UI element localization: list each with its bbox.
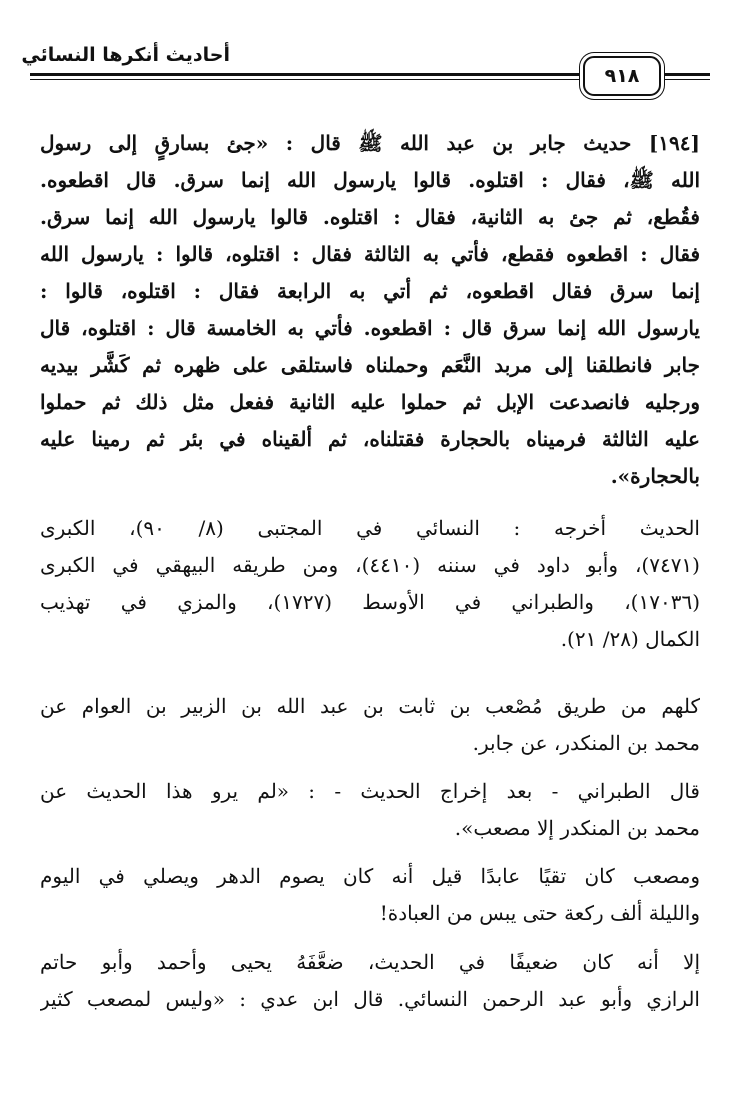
page-number: ٩١٨ <box>604 65 640 87</box>
hadith-line: الله ﷺ، فقال : اقتلوه. قالوا يارسول الله إنما سرق. قال اقطعوه. <box>40 168 700 192</box>
paragraph-line: (١٧٠٣٦)، والطبراني في الأوسط (١٧٢٧)، والمزي في تهذيب <box>40 590 700 614</box>
hadith-line: بالحجارة». <box>610 464 700 488</box>
hadith-line: [١٩٤] حديث جابر بن عبد الله ﷺ قال : «جئ بسارقٍ إلى رسول <box>40 131 700 155</box>
tabarani-paragraph <box>40 773 700 847</box>
takhrij-paragraph <box>40 510 700 658</box>
paragraph-line: والليلة ألف ركعة حتى يبس من العبادة! <box>379 901 700 925</box>
paragraph-line: الكمال (٢٨/ ٢١). <box>560 627 700 651</box>
hadith-text <box>40 125 700 495</box>
paragraph-line: الرازي وأبو عبد الرحمن النسائي. قال ابن عدي : «وليس لمصعب كثير <box>40 987 700 1011</box>
paragraph-line: الحديث أخرجه : النسائي في المجتبى (٨/ ٩٠)، الكبرى <box>40 516 700 540</box>
running-title: أحاديث أنكرها النسائي <box>21 44 230 66</box>
hadith-line: إنما سرق فقال اقطعوه، ثم أتي به الرابعة فقال : اقتلوه، قالوا : <box>40 279 700 303</box>
hadith-line: ورجليه فانصدعت الإبل ثم حملوا عليه الثانية ففعل مثل ذلك ثم حملوا <box>40 390 700 414</box>
musab-paragraph <box>40 858 700 932</box>
isnad-paragraph <box>40 688 700 762</box>
paragraph-line: (٧٤٧١)، وأبو داود في سننه (٤٤١٠)، ومن طريقه البيهقي في الكبرى <box>40 553 700 577</box>
paragraph-line: ومصعب كان تقيًا عابدًا قيل أنه كان يصوم الدهر ويصلي في اليوم <box>40 864 700 888</box>
paragraph-line: قال الطبراني - بعد إخراج الحديث - : «لم يرو هذا الحديث عن <box>40 779 700 803</box>
paragraph-line: محمد بن المنكدر، عن جابر. <box>472 731 700 755</box>
paragraph-line: إلا أنه كان ضعيفًا في الحديث، ضعَّفَهُ يحيى وأحمد وأبو حاتم <box>40 950 700 974</box>
hadith-line: يارسول الله إنما سرق قال : اقطعوه. فأتي به الخامسة قال : اقتلوه، قال <box>40 316 700 340</box>
hadith-line: فقال : اقطعوه فقطع، فأتي به الثالثة فقال : اقتلوه، قالوا : يارسول الله <box>40 242 700 266</box>
hadith-line: فقُطع، ثم جئ به الثانية، فقال : اقتلوه. قالوا يارسول الله إنما سرق. <box>40 205 700 229</box>
hadith-line: جابر فانطلقنا إلى مربد النَّعَم وحملناه فاستلقى على ظهره ثم كَشَّر بيديه <box>40 353 700 377</box>
daif-paragraph <box>40 944 700 1018</box>
page-number-frame <box>583 56 661 96</box>
paragraph-line: محمد بن المنكدر إلا مصعب». <box>454 816 700 840</box>
hadith-line: عليه الثالثة فرميناه بالحجارة فقتلناه، ثم ألقيناه في بئر ثم رمينا عليه <box>40 427 700 451</box>
paragraph-line: كلهم من طريق مُصْعب بن ثابت بن عبد الله بن الزبير بن العوام عن <box>40 694 700 718</box>
